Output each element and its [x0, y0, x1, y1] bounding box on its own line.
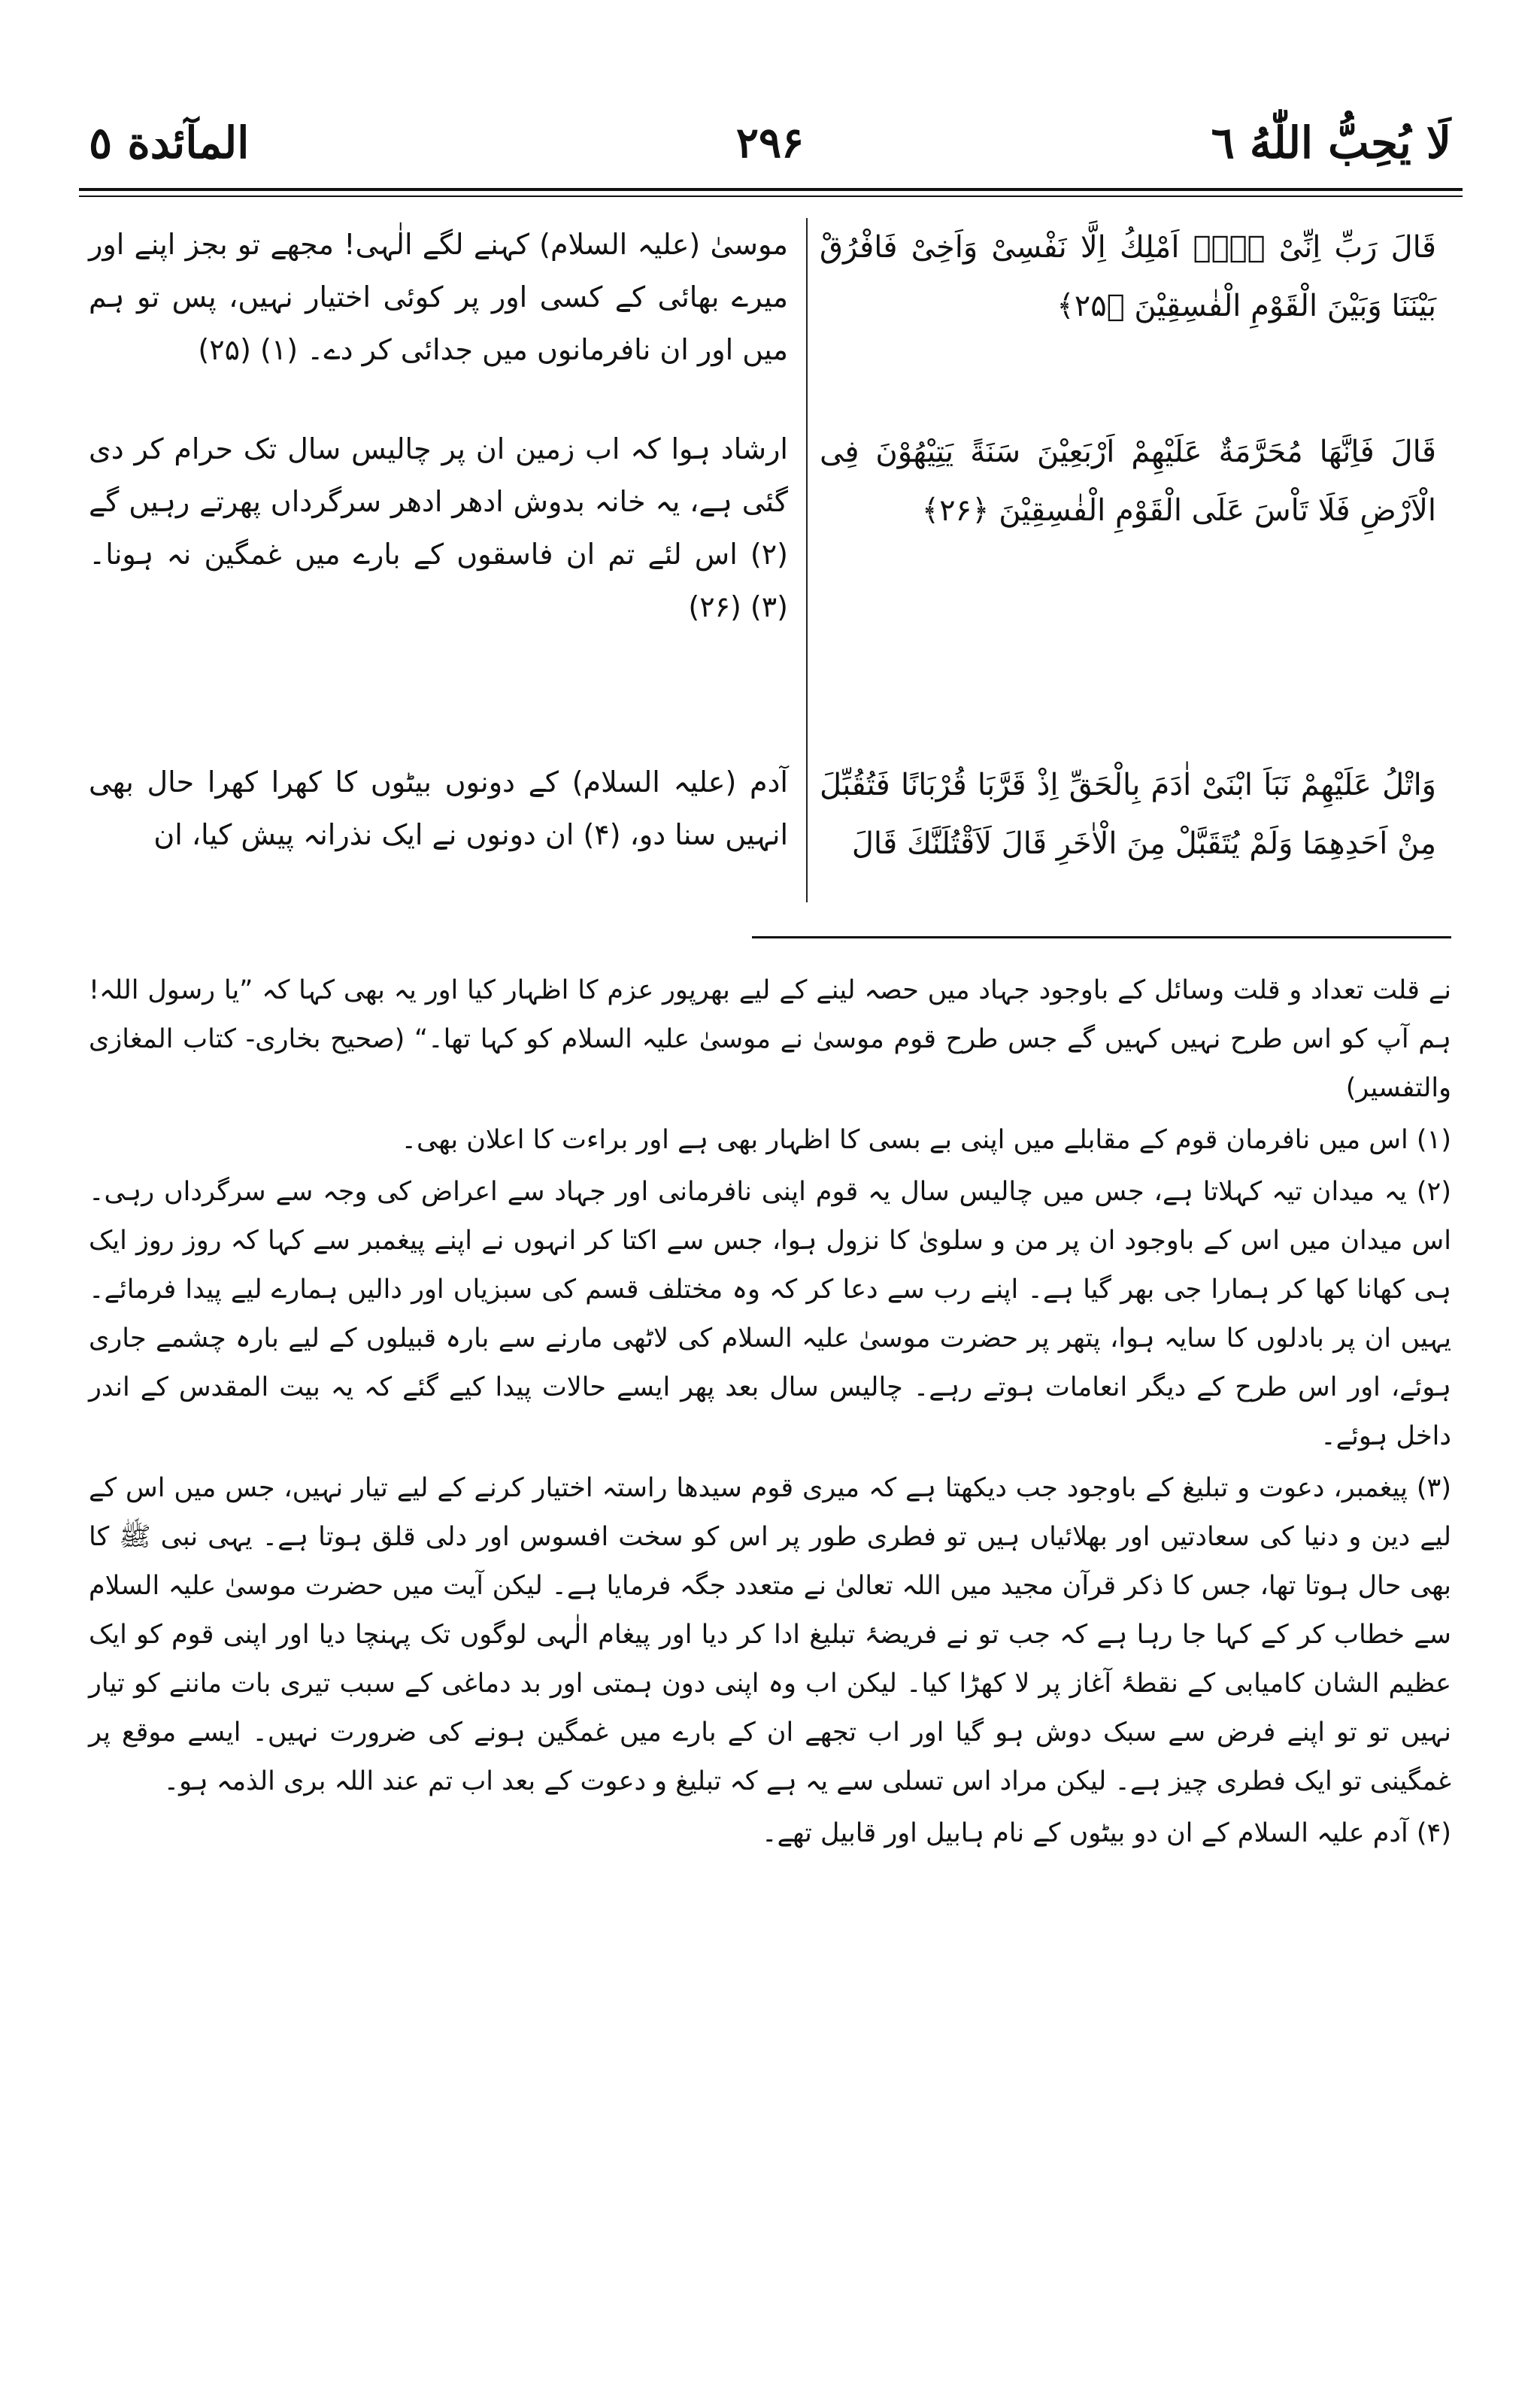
- header-rule-thin: [79, 196, 1463, 197]
- ayah-27: وَاتْلُ عَلَیْهِمْ نَبَاَ ابْنَیْ اٰدَمَ بِالْحَقِّ اِذْ قَرَّبَا قُرْبَانًا فَتُقُبِّلَ مِنْ اَحَدِهِمَا وَلَمْ یُتَقَبَّلْ مِنَ الْاٰخَرِ قَالَ لَاَقْتُلَنَّكَ قَالَ: [820, 768, 1436, 861]
- footnote-4: (۴) آدم علیہ السلام کے ان دو بیٹوں کے نام ہابیل اور قابیل تھے۔: [761, 1818, 1451, 1848]
- ayah-25: قَالَ رَبِّ اِنِّیْ لَاۤ اَمْلِكُ اِلَّا نَفْسِیْ وَاَخِیْ فَافْرُقْ بَیْنَنَا وَبَیْنَ الْقَوْمِ الْفٰسِقِیْنَ ﴿۲۵﴾: [820, 230, 1436, 323]
- translation-27: آدم (علیہ السلام) کے دونوں بیٹوں کا کھرا کھرا حال بھی انہیں سنا دو، (۴) ان دونوں نے ایک نذرانہ پیش کیا، ان: [89, 765, 788, 851]
- header-rule: [79, 188, 1463, 191]
- column-divider: [806, 218, 808, 902]
- para-title: لَا يُحِبُّ اللّٰهُ ٦: [1211, 117, 1451, 168]
- page-header: [89, 113, 1451, 173]
- footnotes: [89, 966, 1451, 1861]
- footnote-separator: [752, 936, 1451, 938]
- page-number: ۲۹۶: [735, 118, 805, 168]
- footnote-1: (۱) اس میں نافرمان قوم کے مقابلے میں اپنی بے بسی کا اظہار بھی ہے اور براءت کا اعلان بھی۔: [401, 1125, 1451, 1155]
- ayah-26: قَالَ فَاِنَّهَا مُحَرَّمَةٌ عَلَیْهِمْ اَرْبَعِیْنَ سَنَةً یَتِیْهُوْنَ فِی الْاَرْضِ فَلَا تَاْسَ عَلَی الْقَوْمِ الْفٰسِقِیْنَ ﴿۲۶﴾: [820, 435, 1436, 528]
- footnote-2: (۲) یہ میدان تیہ کہلاتا ہے، جس میں چالیس سال یہ قوم اپنی نافرمانی اور جہاد سے اعراض کی وجہ سے سرگرداں رہی۔ اس میدان میں اس کے باوجود ان پر من و سلویٰ کا نزول ہوا، جس سے اکتا کر انہوں نے اپنے پیغمبر سے کہا کہ روز روز ایک ہی کھانا کھا کر ہمارا جی بھر گیا ہے۔ اپنے رب سے دعا کر کہ وہ مختلف قسم کی سبزیاں اور دالیں ہمارے لیے پیدا فرمائے۔ یہیں ان پر بادلوں کا سایہ ہوا، پتھر پر حضرت موسیٰ علیہ السلام کی لاٹھی مارنے سے بارہ قبیلوں کے لیے بارہ چشمے جاری ہوئے، اور اس طرح کے دیگر انعامات ہوتے رہے۔ چالیس سال بعد پھر ایسے حالات پیدا کیے گئے کہ یہ بیت المقدس کے اندر داخل ہوئے۔: [89, 1177, 1451, 1451]
- footnote-3: (۳) پیغمبر، دعوت و تبلیغ کے باوجود جب دیکھتا ہے کہ میری قوم سیدھا راستہ اختیار کرنے کے لیے تیار نہیں، جس میں اس کے لیے دین و دنیا کی سعادتیں اور بھلائیاں ہیں تو فطری طور پر اس کو سخت افسوس اور دلی قلق ہوتا ہے۔ یہی نبی ﷺ کا بھی حال ہوتا تھا، جس کا ذکر قرآن مجید میں اللہ تعالیٰ نے متعدد جگہ فرمایا ہے۔ لیکن آیت میں حضرت موسیٰ علیہ السلام سے خطاب کر کے کہا جا رہا ہے کہ جب تو نے فریضۂ تبلیغ ادا کر دیا اور پیغام الٰہی لوگوں تک پہنچا دیا اور اپنی قوم کو ایک عظیم الشان کامیابی کے نقطۂ آغاز پر لا کھڑا کیا۔ لیکن اب وہ اپنی دون ہمتی اور بد دماغی کے سبب تیری بات ماننے کو تیار نہیں تو تو اپنے فرض سے سبک دوش ہو گیا اور اب تجھے ان کے بارے میں غمگین ہونے کی ضرورت نہیں۔ ایسے موقع پر غمگینی تو ایک فطری چیز ہے۔ لیکن مراد اس تسلی سے یہ ہے کہ تبلیغ و دعوت کے بعد اب تم عند اللہ بری الذمہ ہو۔: [89, 1473, 1451, 1796]
- translation-25: موسیٰ (علیہ السلام) کہنے لگے الٰہی! مجھے تو بجز اپنے اور میرے بھائی کے کسی اور پر کوئی اختیار نہیں، پس تو ہم میں اور ان نافرمانوں میں جدائی کر دے۔ (۱) (۲۵): [89, 228, 788, 366]
- footnote-continued: نے قلت تعداد و قلت وسائل کے باوجود جہاد میں حصہ لینے کے لیے بھرپور عزم کا اظہار کیا اور یہ بھی کہا کہ ”یا رسول اللہ! ہم آپ کو اس طرح نہیں کہیں گے جس طرح قوم موسیٰ نے موسیٰ علیہ السلام کو کہا تھا۔“ (صحیح بخاری- کتاب المغازی والتفسیر): [89, 975, 1451, 1103]
- translation-26: ارشاد ہوا کہ اب زمین ان پر چالیس سال تک حرام کر دی گئی ہے، یہ خانہ بدوش ادھر ادھر سرگرداں پھرتے رہیں گے (۲) اس لئے تم ان فاسقوں کے بارے میں غمگین نہ ہونا۔ (۳) (۲۶): [89, 432, 788, 623]
- surah-title: المآئدة ٥: [89, 117, 250, 168]
